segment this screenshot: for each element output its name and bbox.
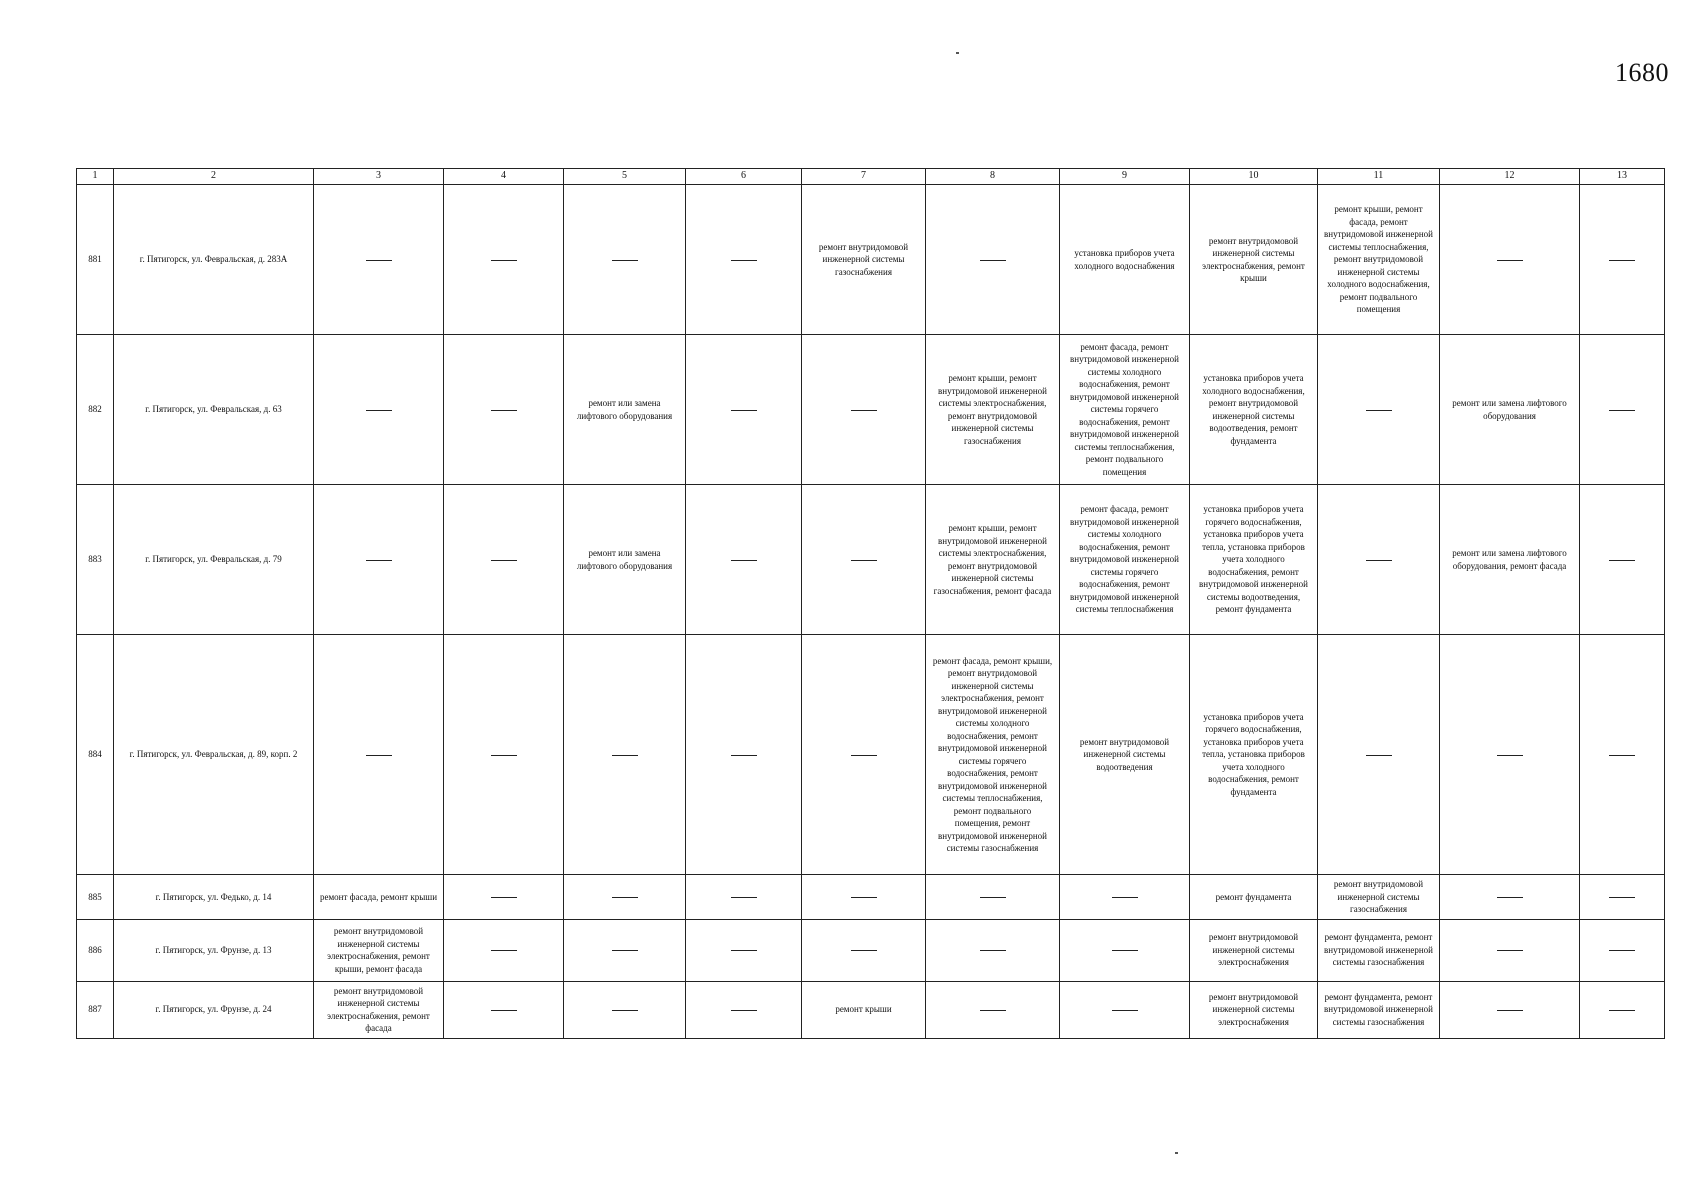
scan-speck bbox=[956, 52, 959, 54]
dash-mark bbox=[731, 897, 757, 898]
empty-work-cell bbox=[564, 635, 686, 875]
work-description-cell: ремонт или замена лифтового оборудования bbox=[564, 485, 686, 635]
work-description-cell: ремонт крыши, ремонт фасада, ремонт внутридомовой инженерной системы теплоснабжения, ремонт внутридомовой инженерной системы холодного водоснабжения, ремонт подвального помещения bbox=[1318, 185, 1440, 335]
column-number-9: 9 bbox=[1060, 169, 1190, 185]
dash-mark bbox=[612, 260, 638, 261]
dash-mark bbox=[731, 950, 757, 951]
empty-work-cell bbox=[1440, 635, 1580, 875]
empty-work-cell bbox=[1580, 635, 1665, 875]
empty-work-cell bbox=[1440, 185, 1580, 335]
dash-mark bbox=[366, 755, 392, 756]
page-number: 1680 bbox=[1615, 58, 1669, 87]
empty-work-cell bbox=[1060, 981, 1190, 1038]
empty-work-cell bbox=[926, 981, 1060, 1038]
work-description-cell: ремонт фундамента bbox=[1190, 875, 1318, 920]
dash-mark bbox=[366, 560, 392, 561]
work-description-cell: ремонт крыши bbox=[802, 981, 926, 1038]
dash-mark bbox=[851, 897, 877, 898]
empty-work-cell bbox=[1580, 919, 1665, 981]
work-description-cell: установка приборов учета холодного водоснабжения, ремонт внутридомовой инженерной системы водоотведения, ремонт фундамента bbox=[1190, 335, 1318, 485]
column-number-11: 11 bbox=[1318, 169, 1440, 185]
table-row bbox=[77, 485, 1665, 635]
empty-work-cell bbox=[444, 335, 564, 485]
column-number-7: 7 bbox=[802, 169, 926, 185]
dash-mark bbox=[731, 755, 757, 756]
dash-mark bbox=[1366, 755, 1392, 756]
column-number-1: 1 bbox=[77, 169, 114, 185]
row-number-cell: 887 bbox=[77, 981, 114, 1038]
empty-work-cell bbox=[686, 485, 802, 635]
empty-work-cell bbox=[564, 919, 686, 981]
work-description-cell: ремонт фасада, ремонт крыши bbox=[314, 875, 444, 920]
dash-mark bbox=[1112, 950, 1138, 951]
empty-work-cell bbox=[444, 875, 564, 920]
empty-work-cell bbox=[686, 875, 802, 920]
dash-mark bbox=[1366, 560, 1392, 561]
empty-work-cell bbox=[1060, 919, 1190, 981]
work-description-cell: ремонт крыши, ремонт внутридомовой инженерной системы электроснабжения, ремонт внутридомовой инженерной системы газоснабжения bbox=[926, 335, 1060, 485]
empty-work-cell bbox=[1440, 981, 1580, 1038]
work-description-cell: ремонт внутридомовой инженерной системы электроснабжения bbox=[1190, 919, 1318, 981]
dash-mark bbox=[1497, 950, 1523, 951]
empty-work-cell bbox=[802, 875, 926, 920]
dash-mark bbox=[980, 950, 1006, 951]
dash-mark bbox=[731, 410, 757, 411]
row-number-cell: 882 bbox=[77, 335, 114, 485]
work-description-cell: ремонт внутридомовой инженерной системы газоснабжения bbox=[1318, 875, 1440, 920]
dash-mark bbox=[612, 1010, 638, 1011]
empty-work-cell bbox=[444, 981, 564, 1038]
empty-work-cell bbox=[1580, 875, 1665, 920]
column-number-3: 3 bbox=[314, 169, 444, 185]
dash-mark bbox=[491, 755, 517, 756]
dash-mark bbox=[980, 897, 1006, 898]
dash-mark bbox=[1112, 1010, 1138, 1011]
scan-speck bbox=[1175, 1152, 1178, 1154]
work-description-cell: ремонт внутридомовой инженерной системы водоотведения bbox=[1060, 635, 1190, 875]
dash-mark bbox=[851, 560, 877, 561]
capital-repair-table bbox=[76, 168, 1665, 1039]
dash-mark bbox=[612, 755, 638, 756]
dash-mark bbox=[731, 560, 757, 561]
dash-mark bbox=[612, 950, 638, 951]
table-row bbox=[77, 335, 1665, 485]
empty-work-cell bbox=[1318, 335, 1440, 485]
empty-work-cell bbox=[686, 635, 802, 875]
empty-work-cell bbox=[926, 185, 1060, 335]
dash-mark bbox=[491, 560, 517, 561]
table-row bbox=[77, 875, 1665, 920]
dash-mark bbox=[1609, 410, 1635, 411]
work-description-cell: ремонт или замена лифтового оборудования bbox=[1440, 335, 1580, 485]
empty-work-cell bbox=[686, 981, 802, 1038]
column-number-row bbox=[77, 169, 1665, 185]
table-body bbox=[77, 185, 1665, 1039]
address-cell: г. Пятигорск, ул. Февральская, д. 79 bbox=[114, 485, 314, 635]
work-description-cell: установка приборов учета горячего водоснабжения, установка приборов учета тепла, установка приборов учета холодного водоснабжения, ремонт внутридомовой инженерной системы водоотведения, ремонт фундамента bbox=[1190, 485, 1318, 635]
work-description-cell: ремонт крыши, ремонт внутридомовой инженерной системы электроснабжения, ремонт внутридомовой инженерной системы газоснабжения, ремонт фасада bbox=[926, 485, 1060, 635]
row-number-cell: 885 bbox=[77, 875, 114, 920]
dash-mark bbox=[731, 260, 757, 261]
work-description-cell: ремонт фасада, ремонт крыши, ремонт внутридомовой инженерной системы электроснабжения, ремонт внутридомовой инженерной системы холодного водоснабжения, ремонт внутридомовой инженерной системы горячего водоснабжения, ремонт внутридомовой инженерной системы теплоснабжения, ремонт подвального помещения, ремонт внутридомовой инженерной системы газоснабжения bbox=[926, 635, 1060, 875]
work-description-cell: ремонт внутридомовой инженерной системы электроснабжения, ремонт крыши bbox=[1190, 185, 1318, 335]
dash-mark bbox=[1497, 260, 1523, 261]
empty-work-cell bbox=[1060, 875, 1190, 920]
dash-mark bbox=[851, 950, 877, 951]
work-description-cell: ремонт фасада, ремонт внутридомовой инженерной системы холодного водоснабжения, ремонт внутридомовой инженерной системы горячего водоснабжения, ремонт внутридомовой инженерной системы теплоснабжения, ремонт подвального помещения bbox=[1060, 335, 1190, 485]
dash-mark bbox=[491, 410, 517, 411]
dash-mark bbox=[1609, 897, 1635, 898]
dash-mark bbox=[1497, 897, 1523, 898]
work-description-cell: ремонт внутридомовой инженерной системы электроснабжения, ремонт фасада bbox=[314, 981, 444, 1038]
column-number-13: 13 bbox=[1580, 169, 1665, 185]
work-description-cell: ремонт или замена лифтового оборудования bbox=[564, 335, 686, 485]
empty-work-cell bbox=[926, 919, 1060, 981]
empty-work-cell bbox=[564, 185, 686, 335]
empty-work-cell bbox=[314, 335, 444, 485]
column-number-8: 8 bbox=[926, 169, 1060, 185]
dash-mark bbox=[980, 260, 1006, 261]
empty-work-cell bbox=[686, 919, 802, 981]
empty-work-cell bbox=[1440, 875, 1580, 920]
column-number-12: 12 bbox=[1440, 169, 1580, 185]
empty-work-cell bbox=[314, 485, 444, 635]
empty-work-cell bbox=[1318, 485, 1440, 635]
dash-mark bbox=[1609, 260, 1635, 261]
dash-mark bbox=[491, 950, 517, 951]
address-cell: г. Пятигорск, ул. Февральская, д. 63 bbox=[114, 335, 314, 485]
empty-work-cell bbox=[314, 185, 444, 335]
work-description-cell: установка приборов учета горячего водоснабжения, установка приборов учета тепла, установка приборов учета холодного водоснабжения, ремонт фундамента bbox=[1190, 635, 1318, 875]
work-description-cell: ремонт фундамента, ремонт внутридомовой инженерной системы газоснабжения bbox=[1318, 919, 1440, 981]
empty-work-cell bbox=[444, 635, 564, 875]
dash-mark bbox=[491, 1010, 517, 1011]
empty-work-cell bbox=[1580, 185, 1665, 335]
address-cell: г. Пятигорск, ул. Федько, д. 14 bbox=[114, 875, 314, 920]
empty-work-cell bbox=[564, 875, 686, 920]
dash-mark bbox=[1609, 755, 1635, 756]
dash-mark bbox=[1112, 897, 1138, 898]
empty-work-cell bbox=[926, 875, 1060, 920]
empty-work-cell bbox=[1440, 919, 1580, 981]
table-row bbox=[77, 185, 1665, 335]
dash-mark bbox=[851, 755, 877, 756]
empty-work-cell bbox=[686, 335, 802, 485]
dash-mark bbox=[366, 410, 392, 411]
empty-work-cell bbox=[802, 335, 926, 485]
work-description-cell: ремонт внутридомовой инженерной системы электроснабжения, ремонт крыши, ремонт фасада bbox=[314, 919, 444, 981]
empty-work-cell bbox=[802, 919, 926, 981]
dash-mark bbox=[1609, 950, 1635, 951]
address-cell: г. Пятигорск, ул. Февральская, д. 89, корп. 2 bbox=[114, 635, 314, 875]
dash-mark bbox=[366, 260, 392, 261]
address-cell: г. Пятигорск, ул. Фрунзе, д. 13 bbox=[114, 919, 314, 981]
empty-work-cell bbox=[314, 635, 444, 875]
empty-work-cell bbox=[686, 185, 802, 335]
empty-work-cell bbox=[1580, 981, 1665, 1038]
work-description-cell: ремонт фасада, ремонт внутридомовой инженерной системы холодного водоснабжения, ремонт внутридомовой инженерной системы горячего водоснабжения, ремонт внутридомовой инженерной системы теплоснабжения bbox=[1060, 485, 1190, 635]
dash-mark bbox=[1609, 1010, 1635, 1011]
address-cell: г. Пятигорск, ул. Февральская, д. 283А bbox=[114, 185, 314, 335]
work-description-cell: ремонт или замена лифтового оборудования, ремонт фасада bbox=[1440, 485, 1580, 635]
row-number-cell: 884 bbox=[77, 635, 114, 875]
empty-work-cell bbox=[444, 919, 564, 981]
column-number-10: 10 bbox=[1190, 169, 1318, 185]
dash-mark bbox=[491, 260, 517, 261]
empty-work-cell bbox=[802, 635, 926, 875]
empty-work-cell bbox=[1580, 485, 1665, 635]
table-row bbox=[77, 919, 1665, 981]
dash-mark bbox=[1366, 410, 1392, 411]
column-number-4: 4 bbox=[444, 169, 564, 185]
table-row bbox=[77, 981, 1665, 1038]
column-number-5: 5 bbox=[564, 169, 686, 185]
work-description-cell: ремонт внутридомовой инженерной системы электроснабжения bbox=[1190, 981, 1318, 1038]
work-description-cell: ремонт фундамента, ремонт внутридомовой инженерной системы газоснабжения bbox=[1318, 981, 1440, 1038]
dash-mark bbox=[1609, 560, 1635, 561]
dash-mark bbox=[731, 1010, 757, 1011]
column-number-6: 6 bbox=[686, 169, 802, 185]
row-number-cell: 881 bbox=[77, 185, 114, 335]
empty-work-cell bbox=[1318, 635, 1440, 875]
column-number-2: 2 bbox=[114, 169, 314, 185]
empty-work-cell bbox=[802, 485, 926, 635]
empty-work-cell bbox=[564, 981, 686, 1038]
empty-work-cell bbox=[444, 485, 564, 635]
dash-mark bbox=[851, 410, 877, 411]
empty-work-cell bbox=[1580, 335, 1665, 485]
row-number-cell: 883 bbox=[77, 485, 114, 635]
capital-repair-table-container bbox=[76, 168, 1664, 1039]
dash-mark bbox=[1497, 755, 1523, 756]
work-description-cell: установка приборов учета холодного водоснабжения bbox=[1060, 185, 1190, 335]
dash-mark bbox=[980, 1010, 1006, 1011]
dash-mark bbox=[612, 897, 638, 898]
table-row bbox=[77, 635, 1665, 875]
dash-mark bbox=[491, 897, 517, 898]
address-cell: г. Пятигорск, ул. Фрунзе, д. 24 bbox=[114, 981, 314, 1038]
work-description-cell: ремонт внутридомовой инженерной системы газоснабжения bbox=[802, 185, 926, 335]
dash-mark bbox=[1497, 1010, 1523, 1011]
row-number-cell: 886 bbox=[77, 919, 114, 981]
empty-work-cell bbox=[444, 185, 564, 335]
